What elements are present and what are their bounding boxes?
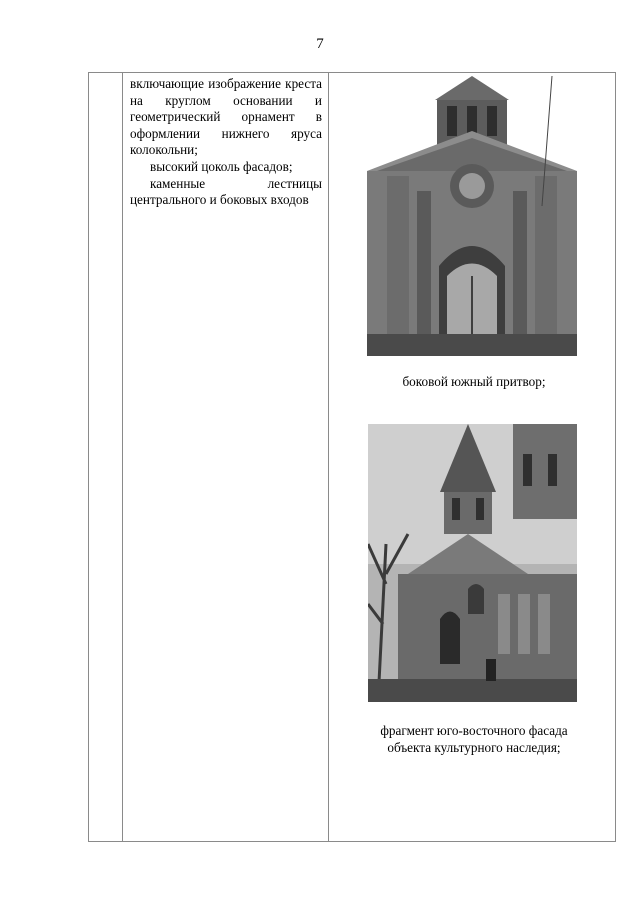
photo-southeast-facade-caption [333, 722, 615, 756]
photo-south-porch-caption: боковой южный притвор; [402, 374, 546, 389]
column-divider-2 [328, 73, 329, 841]
column-divider-1 [122, 73, 123, 841]
photo-south-porch [367, 76, 577, 356]
description-paragraph-2: высокий цоколь фасадов; [150, 158, 293, 174]
caption-line-2: объекта культурного наследия; [387, 740, 561, 755]
description-paragraph-1: включающие изображение креста на круглом основании и геометрический орнамент в оформлении нижнего яруса колокольни; [130, 76, 322, 158]
photo-southeast-facade [368, 424, 577, 702]
description-paragraph-3: каменные лестницы центрального и боковых входов [130, 175, 322, 208]
caption-line-1: фрагмент юго-восточного фасада [380, 723, 568, 738]
document-table [88, 72, 616, 842]
description-text [130, 76, 322, 209]
church-facade-image [368, 424, 577, 702]
page-number: 7 [316, 36, 324, 52]
church-porch-image [367, 76, 577, 356]
